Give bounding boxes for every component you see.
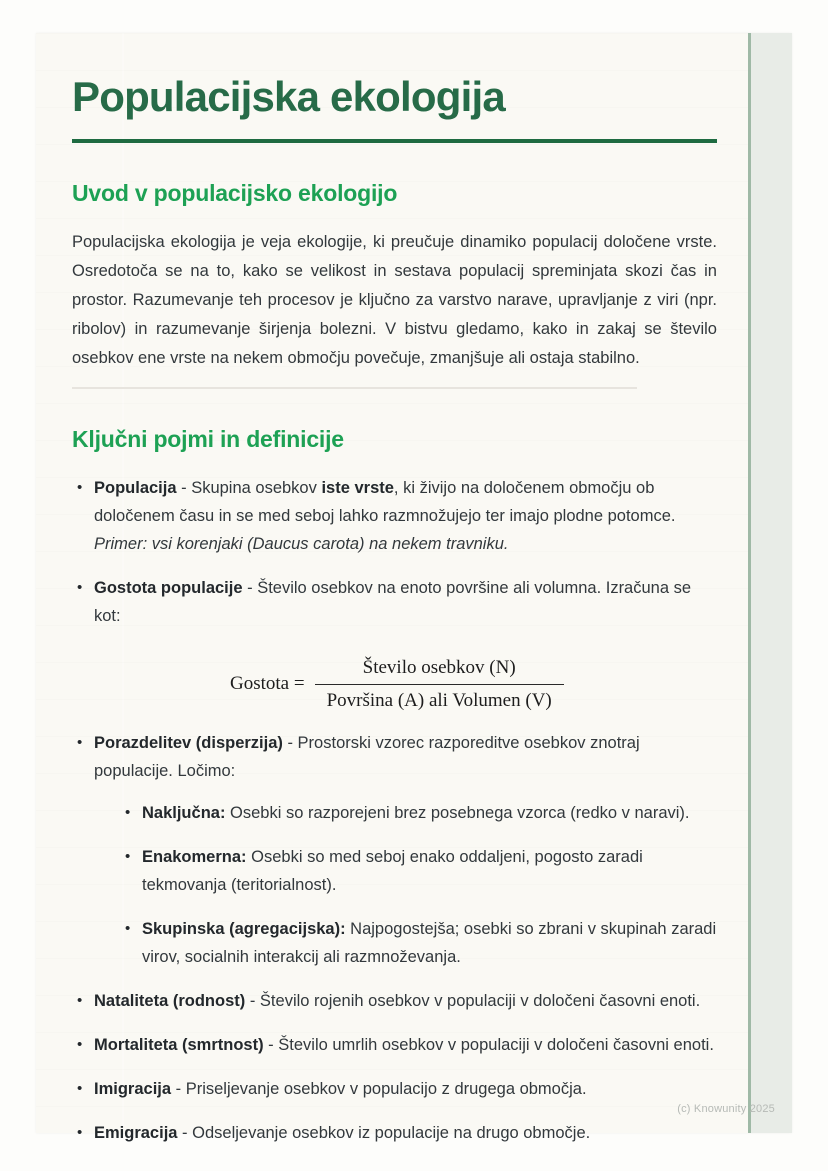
term-text: - Odseljevanje osebkov iz populacije na drugo območje. [177,1123,591,1142]
sublist-item-enakomerna [120,843,717,899]
formula-fraction [315,656,564,713]
page-content [72,33,717,1147]
section-divider [72,387,637,389]
term-emphasis: iste vrste [321,479,394,497]
term-text: , ki živijo na določenem območju ob določenem času in se med seboj lahko razmnožujejo ter imajo plodne potomce. [94,479,676,525]
sublist-item-skupinska [120,915,717,971]
page-title: Populacijska ekologija [72,73,505,120]
term-label: Populacija [94,479,177,497]
term-text: Osebki so med seboj enako oddaljeni, pogosto zaradi tekmovanja (teritorialnost). [142,847,643,894]
term-label: Porazdelitev (disperzija) [94,733,283,752]
formula-lhs: Gostota = [230,673,305,695]
section-heading-intro: Uvod v populacijsko ekologijo [72,180,398,206]
term-text: - Prostorski vzorec razporeditve osebkov znotraj populacije. Ločimo: [94,733,640,780]
copyright-watermark: (c) Knowunity 2025 [677,1103,775,1115]
term-text: - Skupina osebkov [176,479,322,497]
term-text: - Število osebkov na enoto površine ali volumna. Izračuna se kot: [94,579,692,625]
formula-denominator: Površina (A) ali Volumen (V) [315,684,564,713]
term-label: Naključna: [142,803,226,822]
formula-numerator: Število osebkov (N) [362,657,516,678]
list-item-imigracija [72,1075,717,1103]
list-item-mortaliteta [72,1031,717,1059]
term-text: - Število rojenih osebkov v populaciji v določeni časovni enoti. [245,991,701,1010]
list-item-populacija [72,474,717,558]
key-terms-list [72,474,717,1147]
term-text: - Število umrlih osebkov v populaciji v določeni časovni enoti. [263,1035,714,1054]
list-item-nataliteta [72,987,717,1015]
term-text: Osebki so razporejeni brez posebnega vzorca (redko v naravi). [225,803,690,822]
term-label: Enakomerna: [142,847,247,866]
list-item-gostota-populacije [72,574,717,713]
density-formula [230,656,717,713]
term-label: Gostota populacije [94,579,243,597]
term-label: Nataliteta (rodnost) [94,991,246,1010]
sublist-item-nakljucna [120,799,717,827]
dispersion-sublist [120,799,717,971]
intro-paragraph: Populacijska ekologija je veja ekologije, ki preučuje dinamiko populacij določene vrste. Osredotoča se na to, kako se velikost in sestava populacij spreminjata skozi čas in prostor. Razumevanje teh procesov je ključno za varstvo narave, upravljanje z viri (npr. ribolov) in razumevanje širjenja bolezni. V bistvu gledamo, kako in zakaj se število osebkov ene vrste na nekem območju povečuje, zmanjšuje ali ostaja stabilno. [72,233,717,367]
term-example: Primer: vsi korenjaki (Daucus carota) na nekem travniku. [94,535,509,553]
term-label: Mortaliteta (smrtnost) [94,1035,264,1054]
term-label: Emigracija [94,1123,178,1142]
document-page [36,33,792,1142]
list-item-porazdelitev [72,729,717,971]
term-text: Najpogostejša; osebki so zbrani v skupinah zaradi virov, socialnih interakcij ali razmnoževanja. [142,919,717,966]
list-item-emigracija [72,1119,717,1147]
term-text: - Priseljevanje osebkov v populacijo z drugega območja. [171,1079,587,1098]
term-label: Imigracija [94,1079,172,1098]
page-edge-strip [748,33,792,1133]
term-label: Skupinska (agregacijska): [142,919,346,938]
section-heading-terms: Ključni pojmi in definicije [72,426,344,452]
title-underline-rule [72,139,717,143]
